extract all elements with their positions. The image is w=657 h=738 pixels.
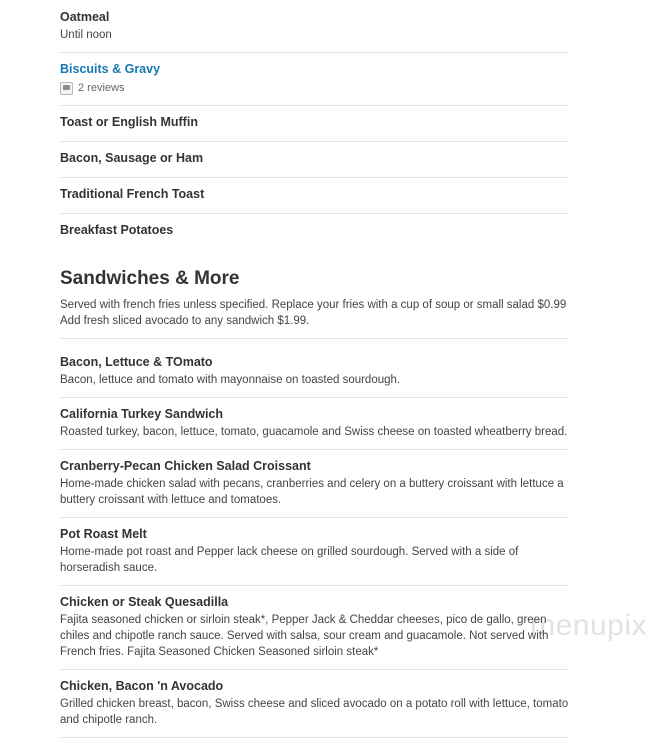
menu-item-description: Home-made chicken salad with pecans, cranberries and celery on a buttery croissant with lettuce a buttery croissant with lettuce and tomatoes. [60,478,564,506]
menu-item-name: Chicken or Steak Quesadilla [60,595,229,609]
section-description: Served with french fries unless specified. Replace your fries with a cup of soup or small salad $0.99 Add fresh sliced avocado to any sandwich $1.99. [60,297,569,339]
menu-item-name: Cranberry-Pecan Chicken Salad Croissant [60,459,311,473]
menu-item [60,450,569,518]
watermark: menupix [530,609,647,642]
menu-content [60,0,569,738]
menu-item-name: Bacon, Sausage or Ham [60,151,204,165]
menu-item [60,178,569,214]
menu-item-name: Bacon, Lettuce & TOmato [60,355,213,369]
menu-item-name: Oatmeal [60,10,110,24]
menu-item-description: Fajita seasoned chicken or sirloin steak*, Pepper Jack & Cheddar cheeses, pico de gallo, green chiles and chipotle ranch sauce. Served with salsa, sour cream and guacamole. Not served with French fries. Fajita Seasoned Chicken Seasoned sirloin steak* [60,614,549,658]
section-title: Sandwiches & More [60,268,240,289]
menu-item-name: Chicken, Bacon 'n Avocado [60,679,224,693]
menu-item-description: Grilled chicken breast, bacon, Swiss cheese and sliced avocado on a potato roll with lettuce, tomato and chipotle ranch. [60,698,569,726]
review-count-label[interactable]: 2 reviews [78,82,125,94]
menu-item-description: Bacon, lettuce and tomato with mayonnaise on toasted sourdough. [60,374,401,386]
menu-item [60,398,569,450]
menu-item [60,670,569,738]
comment-icon [60,82,73,95]
menu-item-description: Roasted turkey, bacon, lettuce, tomato, guacamole and Swiss cheese on toasted wheatberry bread. [60,426,568,438]
menu-item-name: California Turkey Sandwich [60,407,224,421]
menu-item-name: Traditional French Toast [60,187,205,201]
menu-item-name: Pot Roast Melt [60,527,147,541]
menu-item-name: Toast or English Muffin [60,115,198,129]
menu-item [60,346,569,398]
menu-item [60,53,569,106]
menu-item-name-link[interactable]: Biscuits & Gravy [60,62,161,76]
menu-section [60,249,569,738]
menu-item [60,106,569,142]
menu-item [60,214,569,249]
menu-item [60,0,569,53]
menu-item [60,518,569,586]
menu-item [60,142,569,178]
menu-item-description: Until noon [60,29,112,41]
menu-item-description: Home-made pot roast and Pepper lack cheese on grilled sourdough. Served with a side of horseradish sauce. [60,546,519,574]
menu-item [60,586,569,670]
menu-item-name: Breakfast Potatoes [60,223,174,237]
reviews-row[interactable] [60,82,569,95]
